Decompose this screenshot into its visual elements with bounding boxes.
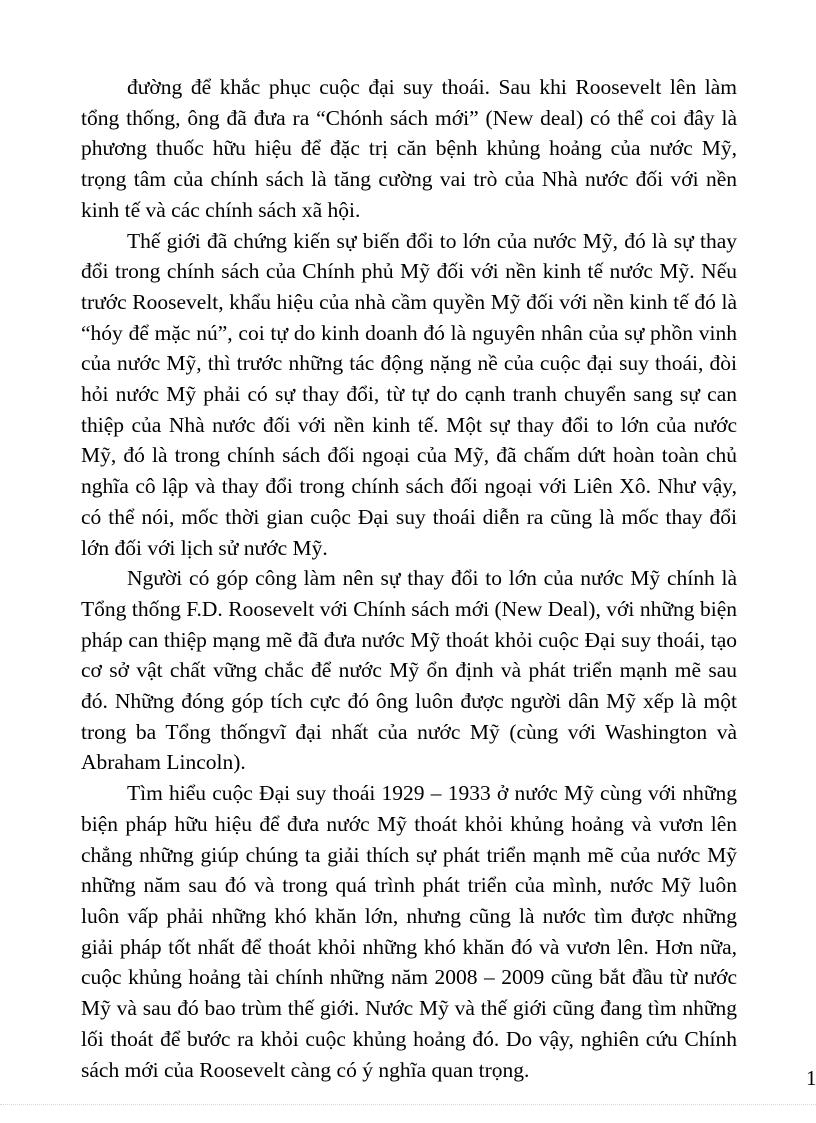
paragraph-4: Tìm hiểu cuộc Đại suy thoái 1929 – 1933 ở nước Mỹ cùng với những biện pháp hữu hiệu để đưa nước Mỹ thoát khỏi khủng hoảng và vươn lên chẳng những giúp chúng ta giải thích sự phát triển mạnh mẽ của nước Mỹ những năm sau đó và trong quá trình phát triển của mình, nước Mỹ luôn luôn vấp phải những khó khăn lớn, nhưng cũng là nước tìm được những giải pháp tốt nhất để thoát khỏi những khó khăn đó và vươn lên. Hơn nữa, cuộc khủng hoảng tài chính những năm 2008 – 2009 cũng bắt đầu từ nước Mỹ và sau đó bao trùm thế giới. Nước Mỹ và thế giới cũng đang tìm những lối thoát để bước ra khỏi cuộc khủng hoảng đó. Do vậy, nghiên cứu Chính sách mới của Roosevelt càng có ý nghĩa quan trọng. bbox=[81, 781, 737, 1082]
paragraph-1: đường để khắc phục cuộc đại suy thoái. Sau khi Roosevelt lên làm tổng thống, ông đã đưa ra “Chónh sách mới” (New deal) có thể coi đây là phương thuốc hữu hiệu để đặc trị căn bệnh khủng hoảng của nước Mỹ, trọng tâm của chính sách là tăng cường vai trò của Nhà nước đối với nền kinh tế và các chính sách xã hội. bbox=[81, 75, 737, 222]
paragraph-2: Thế giới đã chứng kiến sự biến đổi to lớn của nước Mỹ, đó là sự thay đổi trong chính sách của Chính phủ Mỹ đối với nền kinh tế nước Mỹ. Nếu trước Roosevelt, khẩu hiệu của nhà cầm quyền Mỹ đối với nền kinh tế đó là “hóy để mặc nú”, coi tự do kinh doanh đó là nguyên nhân của sự phồn vinh của nước Mỹ, thì trước những tác động nặng nề của cuộc đại suy thoái, đòi hỏi nước Mỹ phải có sự thay đổi, từ tự do cạnh tranh chuyển sang sự can thiệp của Nhà nước đối với nền kinh tế. Một sự thay đổi to lớn của nước Mỹ, đó là trong chính sách đối ngoại của Mỹ, đã chấm dứt hoàn toàn chủ nghĩa cô lập và thay đổi trong chính sách đối ngoại với Liên Xô. Như vậy, có thể nói, mốc thời gian cuộc Đại suy thoái diễn ra cũng là mốc thay đổi lớn đối với lịch sử nước Mỹ. bbox=[81, 228, 737, 560]
paragraph-3: Người có góp công làm nên sự thay đổi to lớn của nước Mỹ chính là Tổng thống F.D. Roosevelt với Chính sách mới (New Deal), với những biện pháp can thiệp mạng mẽ đã đưa nước Mỹ thoát khỏi cuộc Đại suy thoái, tạo cơ sở vật chất vững chắc để nước Mỹ ổn định và phát triển mạnh mẽ sau đó. Những đóng góp tích cực đó ông luôn được người dân Mỹ xếp là một trong ba Tổng thốngvĩ đại nhất của nước Mỹ (cùng với Washington và Abraham Lincoln). bbox=[81, 566, 737, 775]
document-body bbox=[81, 72, 737, 1085]
page-number: 1 bbox=[806, 1066, 816, 1090]
page-bottom-divider bbox=[0, 1104, 816, 1105]
